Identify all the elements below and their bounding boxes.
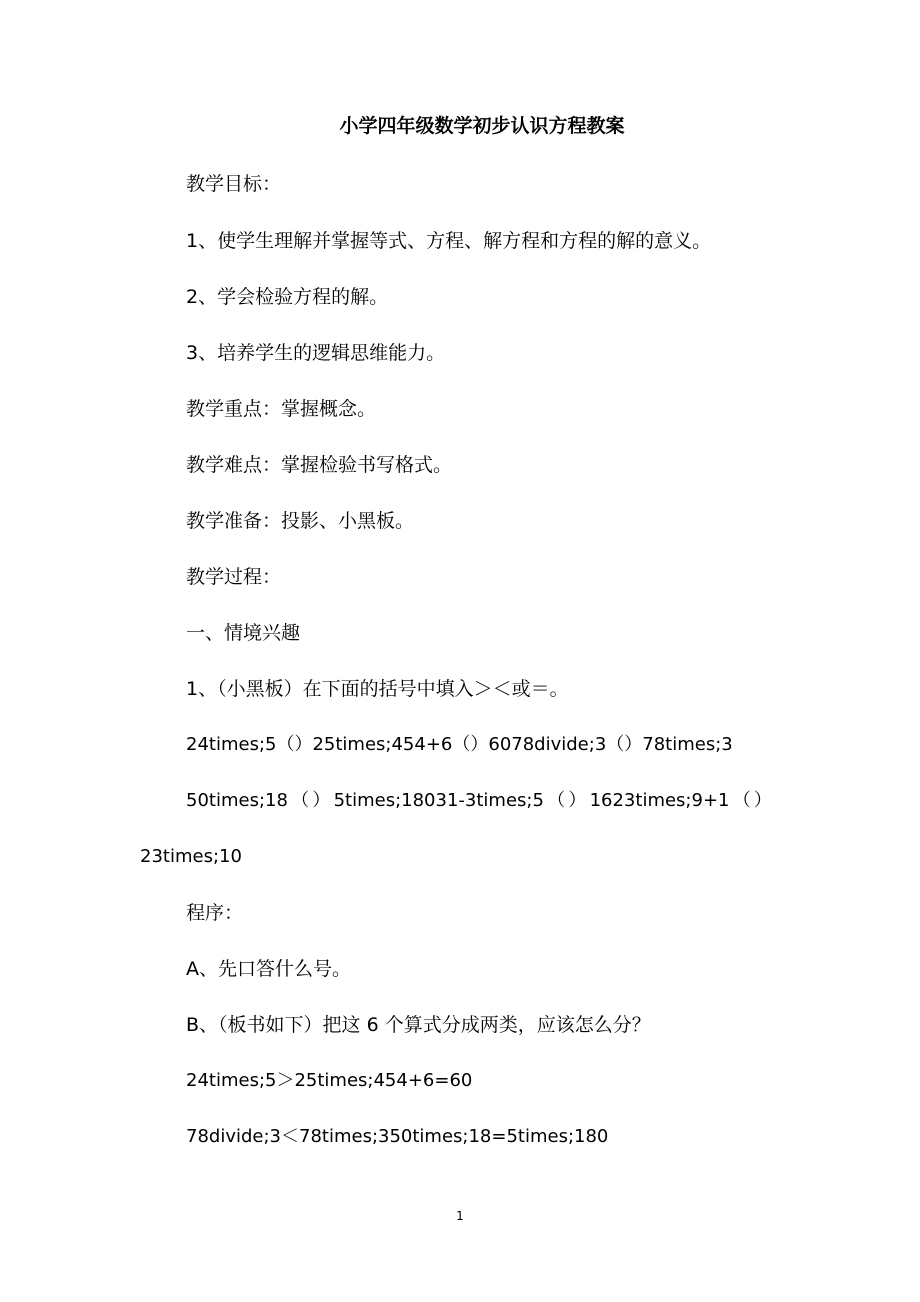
equation-fragment: （ <box>291 790 310 811</box>
equation-fragment: 1623times;9+1 <box>589 790 730 811</box>
equation-fragment: ） <box>753 790 772 811</box>
text-line: 教学重点：掌握概念。 <box>186 398 377 420</box>
text-line: 教学过程： <box>186 566 282 588</box>
text-line: 1、使学生理解并掌握等式、方程、解方程和方程的解的意义。 <box>186 230 712 252</box>
text-line: 教学准备：投影、小黑板。 <box>186 510 415 532</box>
equation-fragment: 5times;18031-3times;5 <box>333 790 544 811</box>
text-line: B、（板书如下）把这 6 个算式分成两类，应该怎么分？ <box>186 1014 651 1036</box>
equation-line-justified <box>186 787 772 815</box>
page-number: 1 <box>456 1209 464 1223</box>
equation-fragment: ） <box>568 790 587 811</box>
text-line: 2、学会检验方程的解。 <box>186 286 389 308</box>
text-line: 教学难点：掌握检验书写格式。 <box>186 454 453 476</box>
equation-fragment: （ <box>732 790 751 811</box>
text-line: A、先口答什么号。 <box>186 958 351 980</box>
text-line: 1、（小黑板）在下面的括号中填入＞＜或＝。 <box>186 678 569 700</box>
document-title: 小学四年级数学初步认识方程教案 <box>339 115 625 137</box>
text-line: 教学目标： <box>186 173 282 195</box>
text-line: 3、培养学生的逻辑思维能力。 <box>186 342 446 364</box>
equation-line: 24times;5＞25times;454+6=60 <box>186 1070 473 1091</box>
equation-fragment: 50times;18 <box>186 790 288 811</box>
equation-line: 78divide;3＜78times;350times;18=5times;180 <box>186 1126 609 1147</box>
equation-fragment: （ <box>547 790 566 811</box>
equation-fragment: ） <box>312 790 331 811</box>
equation-continuation: 23times;10 <box>140 846 242 867</box>
equation-line: 24times;5（）25times;454+6（）6078divide;3（）78times;3 <box>186 734 733 755</box>
section-heading: 一、情境兴趣 <box>186 622 301 644</box>
text-line: 程序： <box>186 902 244 924</box>
